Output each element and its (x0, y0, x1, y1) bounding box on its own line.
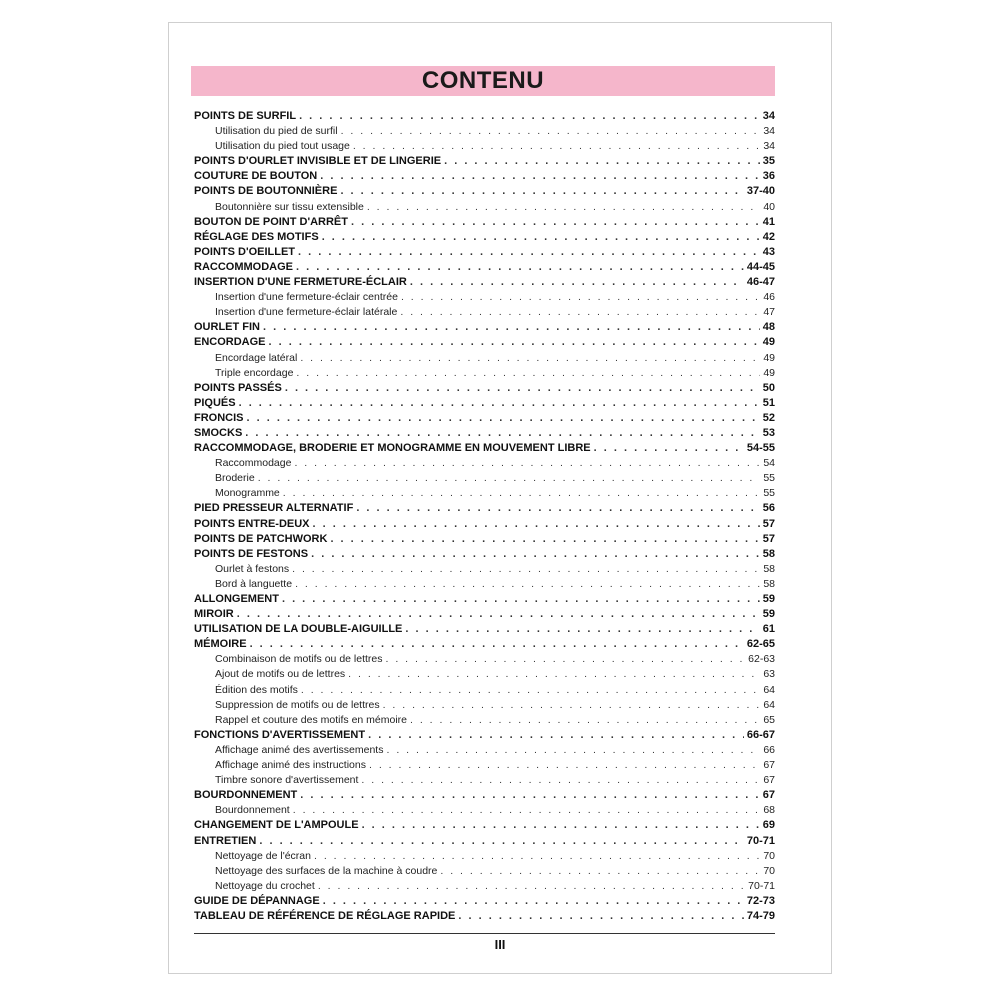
toc-entry-page: 53 (762, 426, 775, 439)
toc-subentry (194, 879, 775, 894)
toc-entry-label: ENTRETIEN (194, 834, 257, 847)
toc-entry-label: POINTS DE BOUTONNIÈRE (194, 185, 338, 198)
toc-subentry (194, 200, 775, 215)
toc-entry-label: Ourlet à festons (215, 562, 290, 575)
toc-entry (194, 245, 775, 260)
toc-subentry (194, 577, 775, 592)
dot-leader (314, 849, 760, 864)
toc-entry-label: SMOCKS (194, 426, 243, 439)
toc-entry (194, 215, 775, 230)
toc-entry-page: 64 (763, 698, 775, 711)
toc-entry (194, 184, 775, 199)
toc-entry-page: 52 (762, 411, 775, 424)
toc-subentry (194, 456, 775, 471)
toc-entry-label: Timbre sonore d'avertissement (215, 774, 359, 787)
toc-entry-label: Ajout de motifs ou de lettres (215, 668, 346, 681)
toc-entry-page: 64 (763, 683, 775, 696)
dot-leader (353, 139, 760, 154)
toc-entry-page: 41 (762, 215, 775, 228)
dot-leader (410, 713, 760, 728)
toc-entry-label: Bord à languette (215, 577, 293, 590)
toc-entry-label: Boutonnière sur tissu extensible (215, 200, 364, 213)
footer-rule (194, 933, 775, 934)
toc-entry-page: 34 (763, 125, 775, 138)
toc-entry-label: MIROIR (194, 608, 234, 621)
toc-subentry (194, 124, 775, 139)
toc-subentry (194, 139, 775, 154)
toc-entry-label: ALLONGEMENT (194, 593, 279, 605)
toc-entry (194, 154, 775, 169)
toc-entry-page: 62-63 (748, 653, 775, 666)
toc-entry-label: Monogramme (215, 487, 280, 500)
toc-entry (194, 818, 775, 833)
title-band (191, 66, 775, 96)
toc-entry (194, 109, 775, 124)
toc-entry-label: Raccommodage (215, 457, 292, 470)
toc-entry-label: Insertion d'une fermeture-éclair centrée (215, 291, 398, 304)
toc-entry-page: 59 (762, 593, 775, 605)
toc-entry-page: 42 (762, 230, 775, 243)
toc-entry-page: 72-73 (746, 894, 775, 907)
toc-entry (194, 320, 775, 335)
toc-entry-page: 54 (763, 457, 775, 470)
toc-entry-label: POINTS D'OURLET INVISIBLE ET DE LINGERIE (194, 155, 442, 168)
dot-leader (356, 501, 759, 516)
dot-leader (237, 607, 760, 622)
dot-leader (386, 652, 746, 667)
toc-entry-page: 49 (763, 366, 775, 379)
toc-entry (194, 260, 775, 275)
toc-entry (194, 622, 775, 637)
toc-entry-page: 68 (763, 804, 775, 817)
dot-leader (295, 577, 760, 592)
toc-entry-label: RACCOMMODAGE, BRODERIE ET MONOGRAMME EN MOUVEMENT LIBRE (194, 442, 591, 455)
dot-leader (401, 290, 760, 305)
toc-entry-page: 40 (763, 200, 775, 213)
dot-leader (383, 698, 761, 713)
toc-entry (194, 894, 775, 909)
toc-entry (194, 728, 775, 743)
dot-leader (282, 592, 760, 607)
toc-entry-label: CHANGEMENT DE L'AMPOULE (194, 819, 359, 832)
dot-leader (296, 366, 760, 381)
toc-entry-label: Affichage animé des instructions (215, 759, 366, 772)
toc-entry-label: Insertion d'une fermeture-éclair latérale (215, 306, 398, 319)
toc-entry-page: 67 (762, 789, 775, 802)
toc-subentry (194, 290, 775, 305)
toc-entry-page: 63 (763, 668, 775, 681)
toc-entry-label: FONCTIONS D'AVERTISSEMENT (194, 728, 366, 741)
toc-entry-page: 65 (763, 713, 775, 726)
toc-entry-label: Édition des motifs (215, 683, 298, 696)
toc-entry-label: POINTS DE FESTONS (194, 547, 309, 560)
toc-subentry (194, 849, 775, 864)
dot-leader (313, 517, 760, 532)
toc-entry-page: 70-71 (746, 834, 775, 847)
toc-entry-page: 56 (762, 502, 775, 515)
toc-entry-page: 34 (763, 140, 775, 153)
toc-entry-page: 67 (763, 774, 775, 787)
dot-leader (296, 260, 744, 275)
toc-entry (194, 532, 775, 547)
dot-leader (362, 818, 760, 833)
toc-entry-page: 62-65 (746, 638, 775, 651)
toc-entry-label: Utilisation du pied tout usage (215, 140, 350, 153)
toc-entry-page: 66 (763, 743, 775, 756)
toc-subentry (194, 864, 775, 879)
toc-entry-label: RÉGLAGE DES MOTIFS (194, 230, 319, 243)
dot-leader (340, 184, 743, 199)
toc-entry-page: 37-40 (746, 185, 775, 198)
toc-entry-label: INSERTION D'UNE FERMETURE-ÉCLAIR (194, 276, 407, 289)
dot-leader (405, 622, 759, 637)
toc-subentry (194, 471, 775, 486)
toc-entry-label: POINTS DE PATCHWORK (194, 532, 328, 545)
toc-entry-label: BOURDONNEMENT (194, 789, 298, 802)
toc-subentry (194, 305, 775, 320)
toc-entry-page: 57 (762, 517, 775, 530)
toc-entry-label: PIQUÉS (194, 396, 236, 409)
dot-leader (311, 547, 760, 562)
dot-leader (285, 381, 760, 396)
dot-leader (320, 169, 760, 184)
toc-entry-label: POINTS D'OEILLET (194, 245, 296, 258)
dot-leader (594, 441, 744, 456)
toc-entry-page: 67 (763, 759, 775, 772)
toc-subentry (194, 366, 775, 381)
toc-entry-page: 51 (762, 396, 775, 409)
dot-leader (283, 486, 761, 501)
toc-subentry (194, 758, 775, 773)
toc-entry-label: Nettoyage des surfaces de la machine à coudre (215, 864, 438, 877)
document-page (168, 22, 832, 974)
toc-entry-page: 57 (762, 532, 775, 545)
toc-entry-label: FRONCIS (194, 411, 244, 424)
toc-entry-page: 59 (762, 608, 775, 621)
toc-entry-label: POINTS PASSÉS (194, 381, 282, 394)
dot-leader (259, 834, 744, 849)
dot-leader (293, 803, 761, 818)
toc-entry-page: 61 (762, 623, 775, 636)
toc-entry-page: 70-71 (748, 879, 775, 892)
toc-entry (194, 834, 775, 849)
toc-entry-label: Nettoyage de l'écran (215, 849, 311, 862)
dot-leader (269, 335, 760, 350)
dot-leader (440, 864, 760, 879)
toc-subentry (194, 803, 775, 818)
toc-entry (194, 547, 775, 562)
dot-leader (367, 200, 760, 215)
toc-entry-page: 69 (762, 819, 775, 832)
toc-entry (194, 169, 775, 184)
toc-entry-label: Nettoyage du crochet (215, 879, 315, 892)
toc-entry-page: 36 (762, 170, 775, 183)
dot-leader (299, 109, 760, 124)
toc-entry-page: 46 (763, 291, 775, 304)
toc-entry-page: 50 (762, 381, 775, 394)
toc-entry (194, 396, 775, 411)
toc-entry-label: Suppression de motifs ou de lettres (215, 698, 380, 711)
toc-entry-label: MÉMOIRE (194, 638, 247, 651)
toc-entry-page: 34 (762, 110, 775, 122)
toc-entry (194, 441, 775, 456)
toc-entry-label: COUTURE DE BOUTON (194, 170, 318, 183)
toc-entry (194, 592, 775, 607)
toc-entry-label: Encordage latéral (215, 351, 298, 364)
toc-entry-page: 48 (762, 321, 775, 334)
toc-entry-label: PIED PRESSEUR ALTERNATIF (194, 502, 354, 515)
toc-subentry (194, 486, 775, 501)
toc-entry-page: 43 (762, 245, 775, 258)
page-title: CONTENU (421, 67, 545, 94)
toc-entry-label: OURLET FIN (194, 321, 260, 334)
toc-entry (194, 637, 775, 652)
toc-entry (194, 501, 775, 516)
dot-leader (369, 758, 760, 773)
dot-leader (458, 909, 743, 924)
dot-leader (386, 743, 760, 758)
toc-entry-label: Utilisation du pied de surfil (215, 125, 338, 138)
dot-leader (444, 154, 760, 169)
toc-entry (194, 411, 775, 426)
toc-entry (194, 275, 775, 290)
dot-leader (263, 320, 760, 335)
toc-entry-page: 58 (763, 577, 775, 590)
toc-entry-page: 35 (762, 155, 775, 168)
toc-subentry (194, 713, 775, 728)
toc-subentry (194, 652, 775, 667)
dot-leader (323, 894, 744, 909)
toc-entry-page: 44-45 (746, 260, 775, 273)
dot-leader (300, 351, 760, 366)
toc-entry-page: 49 (763, 351, 775, 364)
dot-leader (322, 230, 760, 245)
dot-leader (245, 426, 759, 441)
toc-entry-page: 58 (763, 562, 775, 575)
toc-entry-label: Triple encordage (215, 366, 294, 379)
table-of-contents (194, 109, 775, 924)
toc-entry-label: UTILISATION DE LA DOUBLE-AIGUILLE (194, 623, 403, 636)
toc-entry-page: 54-55 (746, 442, 775, 455)
toc-subentry (194, 698, 775, 713)
toc-subentry (194, 683, 775, 698)
toc-entry-label: Rappel et couture des motifs en mémoire (215, 713, 408, 726)
toc-entry (194, 607, 775, 622)
dot-leader (318, 879, 745, 894)
dot-leader (368, 728, 744, 743)
dot-leader (258, 471, 761, 486)
toc-subentry (194, 743, 775, 758)
toc-entry-label: TABLEAU DE RÉFÉRENCE DE RÉGLAGE RAPIDE (194, 909, 456, 922)
toc-entry-label: POINTS ENTRE-DEUX (194, 517, 310, 530)
toc-entry (194, 230, 775, 245)
toc-entry-label: Affichage animé des avertissements (215, 743, 384, 756)
toc-entry-page: 70 (763, 849, 775, 862)
dot-leader (400, 305, 760, 320)
toc-entry-page: 49 (762, 336, 775, 349)
dot-leader (294, 456, 760, 471)
toc-entry-page: 46-47 (746, 276, 775, 289)
dot-leader (300, 788, 759, 803)
toc-entry-label: Bourdonnement (215, 804, 290, 817)
toc-entry (194, 335, 775, 350)
toc-entry (194, 517, 775, 532)
dot-leader (351, 215, 760, 230)
dot-leader (348, 667, 760, 682)
toc-entry (194, 909, 775, 924)
dot-leader (292, 562, 760, 577)
dot-leader (247, 411, 760, 426)
toc-entry (194, 381, 775, 396)
dot-leader (239, 396, 760, 411)
dot-leader (330, 532, 759, 547)
page-number: III (494, 937, 506, 952)
dot-leader (361, 773, 760, 788)
dot-leader (341, 124, 761, 139)
dot-leader (301, 683, 760, 698)
toc-entry-page: 58 (762, 547, 775, 560)
toc-entry-label: POINTS DE SURFIL (194, 110, 297, 122)
toc-entry-page: 55 (763, 472, 775, 485)
toc-entry (194, 426, 775, 441)
toc-entry-page: 74-79 (746, 909, 775, 922)
toc-entry-label: Combinaison de motifs ou de lettres (215, 653, 383, 666)
toc-entry-label: ENCORDAGE (194, 336, 266, 349)
dot-leader (298, 245, 760, 260)
toc-subentry (194, 667, 775, 682)
toc-entry-page: 66-67 (746, 728, 775, 741)
toc-entry (194, 788, 775, 803)
toc-subentry (194, 562, 775, 577)
toc-entry-page: 55 (763, 487, 775, 500)
dot-leader (250, 637, 744, 652)
dot-leader (410, 275, 744, 290)
toc-entry-label: GUIDE DE DÉPANNAGE (194, 894, 320, 907)
toc-entry-label: RACCOMMODAGE (194, 260, 293, 273)
toc-subentry (194, 351, 775, 366)
toc-entry-page: 70 (763, 864, 775, 877)
toc-entry-label: BOUTON DE POINT D'ARRÊT (194, 215, 348, 228)
toc-subentry (194, 773, 775, 788)
toc-entry-page: 47 (763, 306, 775, 319)
toc-entry-label: Broderie (215, 472, 255, 485)
